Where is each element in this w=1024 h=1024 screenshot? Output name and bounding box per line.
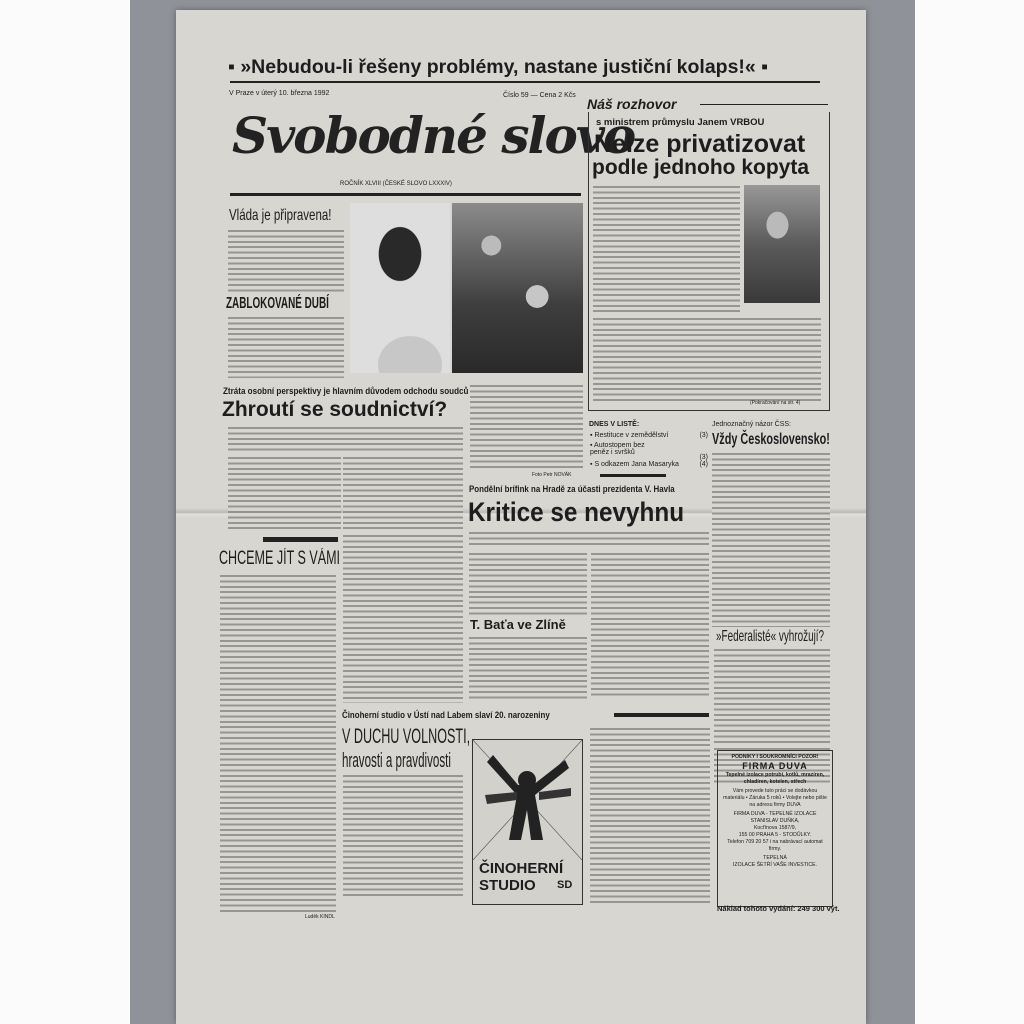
ad-slogan: TEPELNÁ — [763, 855, 787, 861]
ad-address: STANISLAV DUŇKA, — [750, 818, 800, 824]
print-run: Náklad tohoto vydání: 249 300 výt. — [717, 904, 840, 913]
headline-text: Vždy Československo! — [712, 431, 830, 448]
kicker-text: Ztráta osobní perspektivy je hlavním důvodem odchodu soudců — [223, 386, 469, 397]
article-body — [712, 451, 830, 627]
contents-label: ▪ S odkazem Jana Masaryka — [590, 461, 679, 468]
headline-text: CHCEME JÍT S VÁMI — [219, 548, 341, 569]
ad-phone: Telefon 709 20 57 i na nabrávací automat firmy. — [727, 839, 823, 852]
interview-body — [593, 316, 821, 402]
author: Luděk KINDL — [305, 914, 335, 920]
kicker-soudnictvi — [223, 386, 512, 397]
contents-label: ▪ Autostopem bez peněz i svršků — [590, 442, 645, 456]
volume-line: ROČNÍK XLVIII (ČESKÉ SLOVO LXXXIV) — [340, 181, 452, 187]
article-body — [714, 647, 830, 743]
article-body — [343, 455, 463, 530]
contents-title: DNES V LISTĚ: — [589, 421, 640, 428]
article-body — [590, 726, 710, 906]
article-body — [228, 228, 344, 294]
dateline: V Praze v úterý 10. března 1992 — [229, 90, 330, 97]
headline-chceme — [219, 548, 402, 570]
crowd-photo — [452, 203, 583, 373]
ad-address: 155 00 PRAHA 5 - STODŮLKY. — [738, 832, 812, 838]
headline-text: hravosti a pravdivosti — [342, 750, 451, 772]
contents-page: (3) — [699, 454, 708, 461]
headline-text: Kritice se nevyhnu — [468, 497, 685, 527]
headline-bata: T. Baťa ve Zlíně — [470, 617, 566, 632]
ad-address: Kocřínova 1587/9, — [753, 825, 797, 831]
contents-label: ▪ Restituce v zemědělství — [590, 432, 669, 439]
article-body — [220, 573, 336, 913]
kicker-kritice — [469, 484, 703, 494]
photo-credit: Foto Petr NOVÁK — [532, 472, 572, 478]
article-body — [469, 530, 709, 548]
woman-photo — [350, 203, 450, 373]
interview-headline: Nelze privatizovat — [594, 130, 806, 158]
kicker-text: Činoherní studio v Ústí nad Labem slaví 20. narozeniny — [342, 710, 550, 720]
ad-top: PODNIKY I SOUKROMNÍCI POZOR! — [731, 754, 819, 760]
interview-headline: podle jednoho kopyta — [592, 156, 810, 179]
continued-note: (Pokračování na str. 4) — [750, 400, 801, 406]
divider — [263, 537, 338, 542]
divider — [700, 104, 828, 105]
poster-image — [472, 739, 583, 905]
headline-federaliste — [716, 628, 890, 646]
headline-text: ZABLOKOVANÉ DUBÍ — [226, 295, 329, 312]
ad-body: Vám provede tuto práci se dodávkou materiálu • Záruka 5 roků • Volejte nebo pište na adresu firmy DUVA — [723, 788, 827, 808]
ad-services: Tepelné izolace potrubí, kotlů, mrazíren, chladíren, kotelen, střech — [725, 772, 825, 785]
article-body — [469, 551, 587, 617]
masthead-logo: Svobodné slovo — [232, 106, 635, 165]
minister-photo — [744, 185, 820, 303]
headline-kritice — [468, 497, 708, 528]
interview-kicker: Náš rozhovor — [587, 96, 677, 112]
ad-address: FIRMA DUVA - TEPELNÉ IZOLACE — [733, 811, 817, 817]
issue-price: Číslo 59 — Cena 2 Kčs — [503, 92, 576, 99]
kicker-css: Jednoznačný názor ČSS: — [712, 421, 791, 428]
contents-item[interactable] — [590, 461, 708, 471]
kicker-text: Pondělní brífink na Hradě za účasti prezidenta V. Havla — [469, 484, 675, 494]
ad-firm: FIRMA DUVA — [742, 761, 808, 771]
poster-title: STUDIO — [479, 877, 536, 894]
poster-title: ČINOHERNÍ — [479, 860, 564, 877]
article-body — [591, 551, 709, 699]
interview-body — [593, 184, 740, 312]
article-body — [343, 773, 463, 898]
headline-css — [712, 431, 885, 449]
dancers-illustration — [473, 740, 582, 860]
contents-item[interactable] — [590, 442, 708, 461]
poster-badge: SD — [557, 879, 573, 891]
kicker-studio — [342, 710, 578, 720]
photo-caption — [470, 383, 583, 471]
article-body — [228, 425, 463, 452]
contents-page: (3) — [699, 432, 708, 439]
headline-text: Vláda je připravena! — [229, 207, 332, 224]
headline-soudnictvi: Zhroutí se soudnictví? — [222, 398, 448, 421]
ad-slogan: IZOLACE ŠETŘÍ VAŠE INVESTICE. — [732, 862, 818, 868]
divider — [230, 193, 581, 196]
headline-text: V DUCHU VOLNOSTI, — [342, 725, 471, 748]
headline-text: »Federalisté« vyhrožují? — [716, 628, 825, 645]
contents-item[interactable] — [590, 432, 708, 442]
divider — [614, 713, 709, 717]
divider — [230, 81, 820, 83]
divider — [600, 474, 666, 477]
article-body — [228, 455, 341, 530]
contents-list — [590, 432, 708, 471]
advertisement-box — [717, 750, 833, 907]
interview-subtitle: s ministrem průmyslu Janem VRBOU — [596, 117, 765, 128]
contents-page: (4) — [699, 461, 708, 468]
article-body — [469, 635, 587, 701]
article-body — [228, 315, 344, 378]
top-banner-headline: ▪ »Nebudou-li řešeny problémy, nastane justiční kolaps!« ▪ — [228, 56, 769, 78]
